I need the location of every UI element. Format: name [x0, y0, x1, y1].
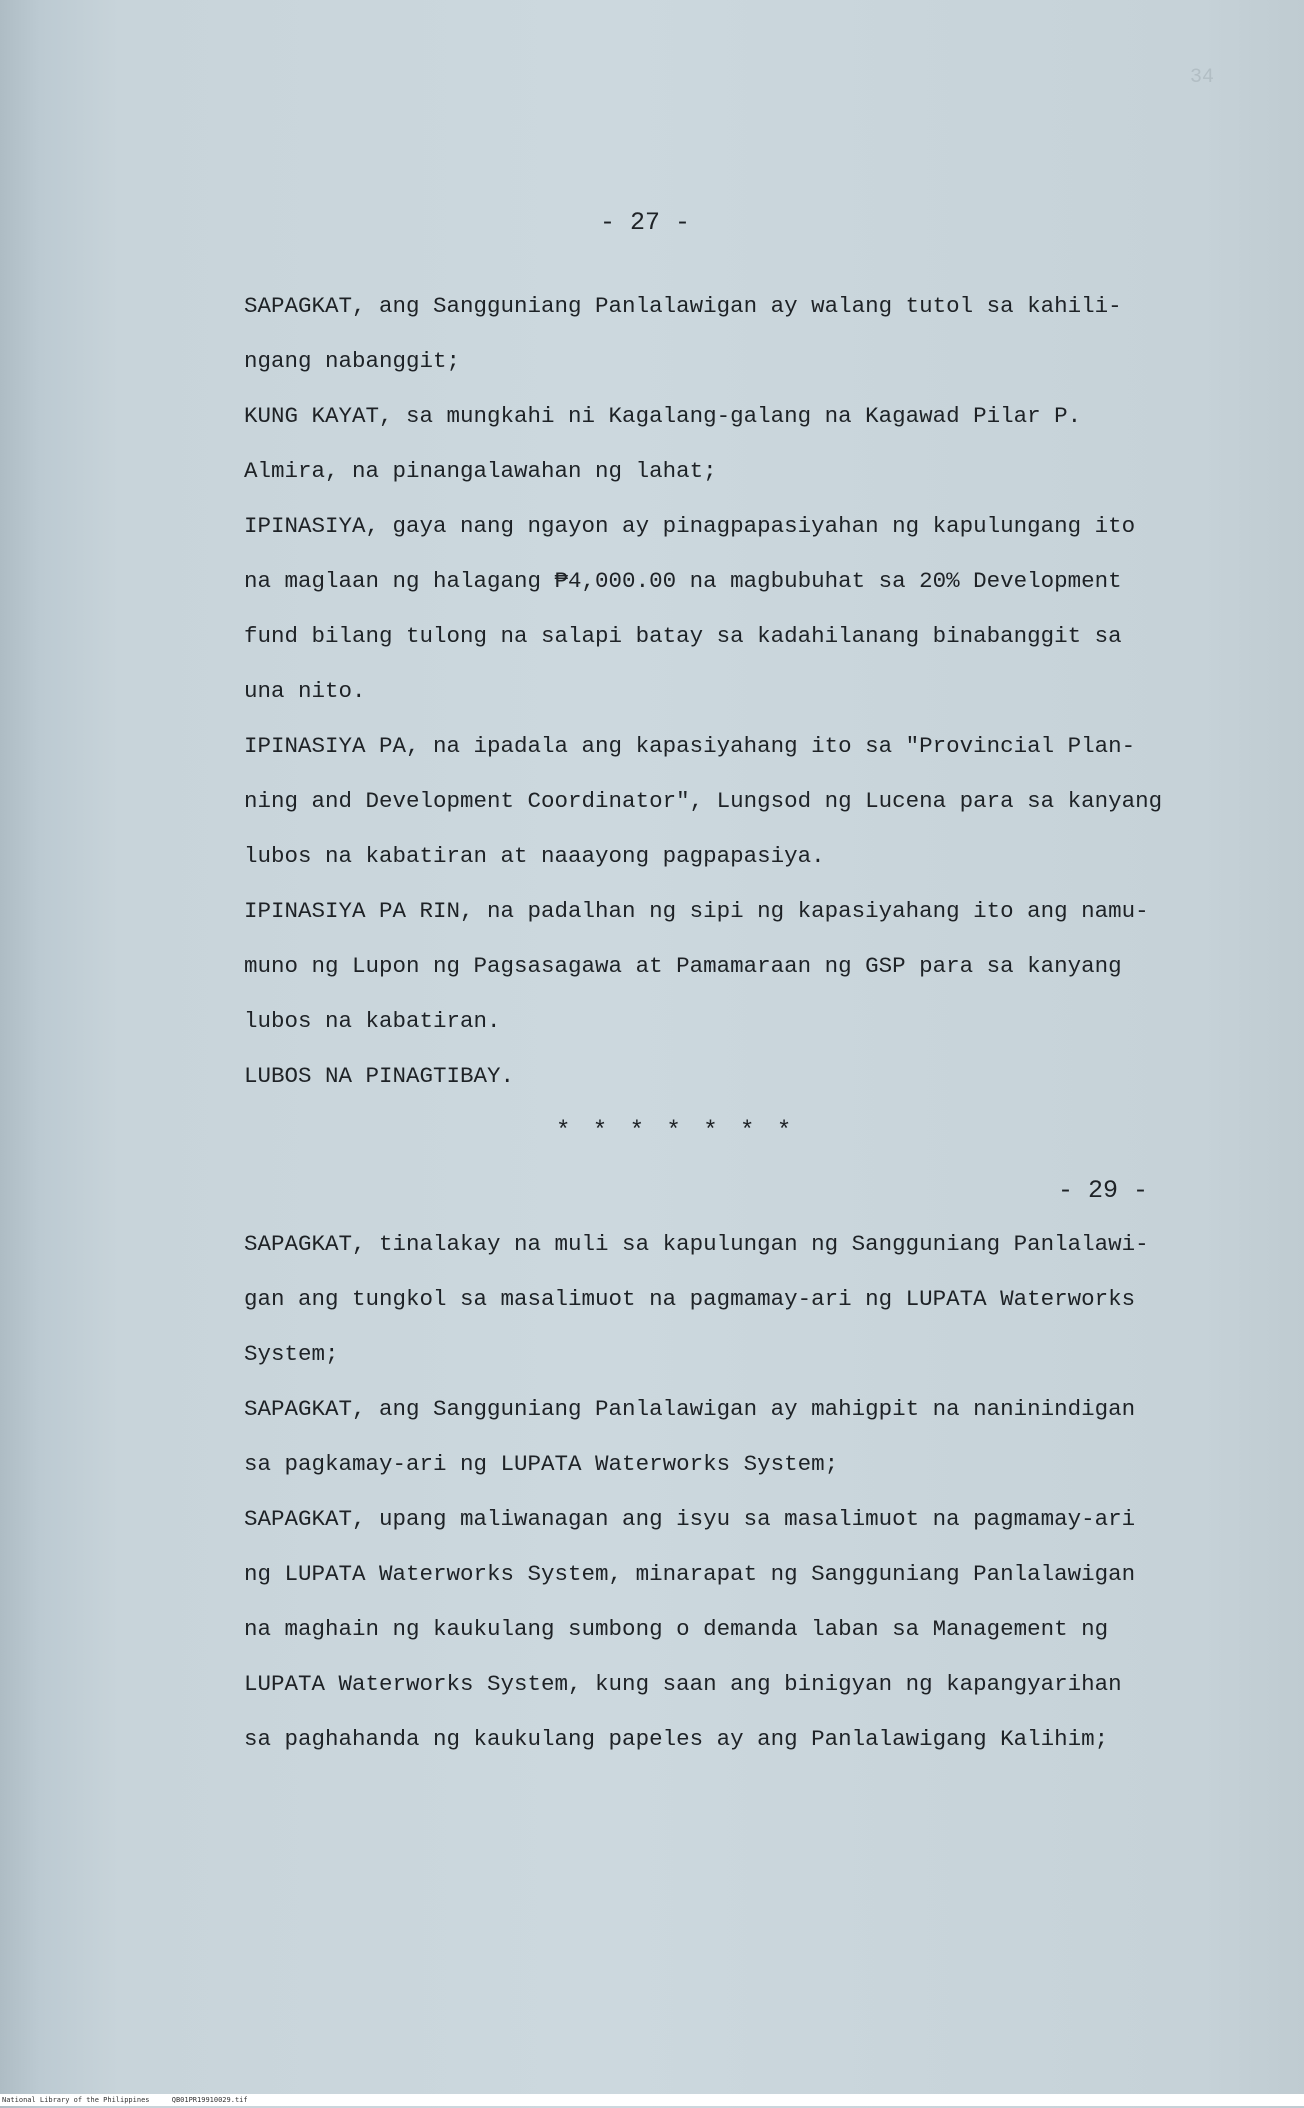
text-line: LUPATA Waterworks System, kung saan ang binigyan ng kapangyarihan: [244, 1671, 1122, 1697]
text-line: una nito.: [244, 678, 366, 704]
text-line: sa paghahanda ng kaukulang papeles ay ang Panlalawigang Kalihim;: [244, 1726, 1109, 1752]
text-line: SAPAGKAT, upang maliwanagan ang isyu sa masalimuot na pagmamay-ari: [244, 1506, 1136, 1532]
text-line: na maglaan ng halagang ₱4,000.00 na magbubuhat sa 20% Development: [244, 568, 1122, 594]
separator-stars: * * * * * * *: [556, 1118, 796, 1145]
text-line: lubos na kabatiran at naaayong pagpapasiya.: [244, 843, 825, 869]
text-line: SAPAGKAT, ang Sangguniang Panlalawigan ay mahigpit na naninindigan: [244, 1396, 1136, 1422]
text-line: IPINASIYA PA, na ipadala ang kapasiyahang ito sa "Provincial Plan-: [244, 733, 1136, 759]
resolution-text-page-27: [244, 279, 1184, 1104]
footer-filename: QB01PR19910029.tif: [171, 2096, 248, 2104]
text-line: IPINASIYA PA RIN, na padalhan ng sipi ng kapasiyahang ito ang namu-: [244, 898, 1149, 924]
resolution-text-page-29: [244, 1217, 1184, 1767]
text-line: ng LUPATA Waterworks System, minarapat ng Sangguniang Panlalawigan: [244, 1561, 1136, 1587]
text-line: lubos na kabatiran.: [244, 1008, 501, 1034]
text-line: muno ng Lupon ng Pagsasagawa at Pamamaraan ng GSP para sa kanyang: [244, 953, 1122, 979]
page-number-top: - 27 -: [600, 208, 691, 237]
text-line: LUBOS NA PINAGTIBAY.: [244, 1063, 515, 1089]
text-line: SAPAGKAT, ang Sangguniang Panlalawigan ay walang tutol sa kahili-: [244, 293, 1122, 319]
text-line: ngang nabanggit;: [244, 348, 461, 374]
text-line: System;: [244, 1341, 339, 1367]
text-line: ning and Development Coordinator", Lungsod ng Lucena para sa kanyang: [244, 788, 1163, 814]
page-number-mid: - 29 -: [1058, 1176, 1149, 1205]
text-line: sa pagkamay-ari ng LUPATA Waterworks System;: [244, 1451, 839, 1477]
corner-mark: 34: [1189, 66, 1214, 89]
text-line: fund bilang tulong na salapi batay sa kadahilanang binabanggit sa: [244, 623, 1122, 649]
text-line: gan ang tungkol sa masalimuot na pagmamay-ari ng LUPATA Waterworks: [244, 1286, 1136, 1312]
text-line: na maghain ng kaukulang sumbong o demanda laban sa Management ng: [244, 1616, 1109, 1642]
text-line: Almira, na pinangalawahan ng lahat;: [244, 458, 717, 484]
footer-source: National Library of the Philippines: [2, 2096, 150, 2104]
text-line: KUNG KAYAT, sa mungkahi ni Kagalang-galang na Kagawad Pilar P.: [244, 403, 1082, 429]
scan-footer: [0, 2094, 1304, 2106]
text-line: IPINASIYA, gaya nang ngayon ay pinagpapasiyahan ng kapulungang ito: [244, 513, 1136, 539]
text-line: SAPAGKAT, tinalakay na muli sa kapulungan ng Sangguniang Panlalawi-: [244, 1231, 1149, 1257]
